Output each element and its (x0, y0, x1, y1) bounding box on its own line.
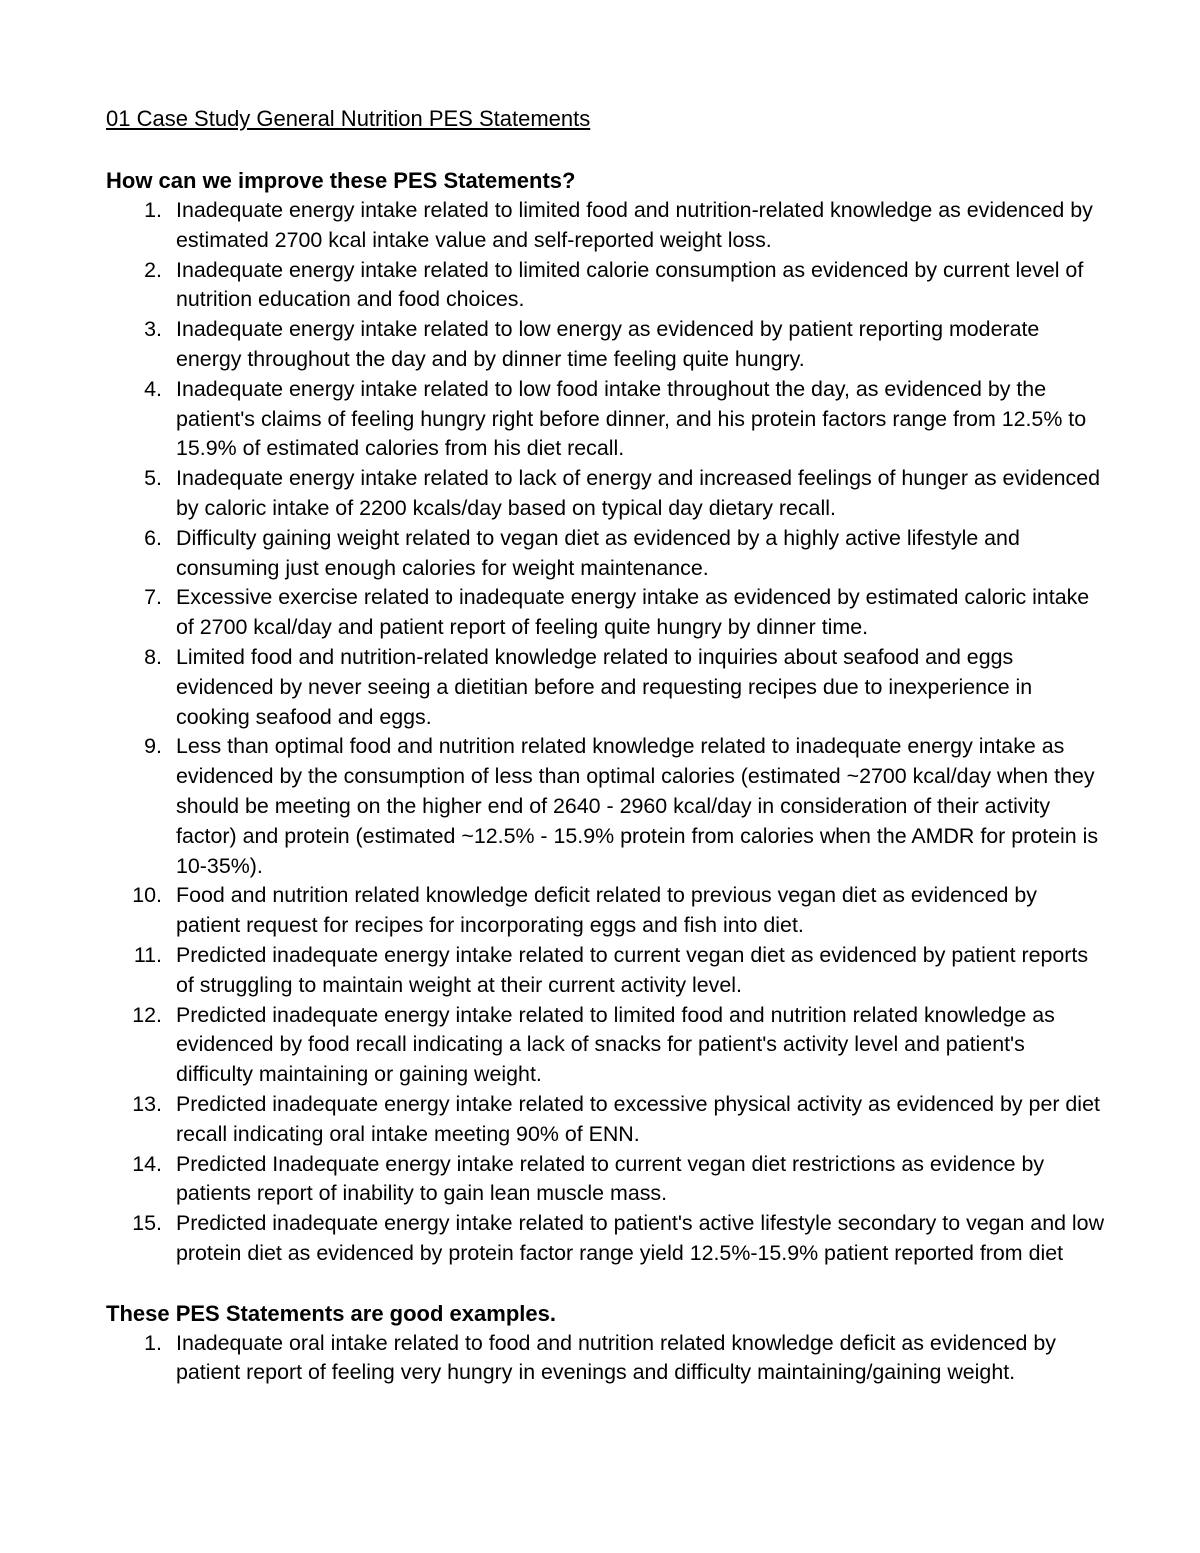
list-item-text: Difficulty gaining weight related to vegan diet as evidenced by a highly active lifestyle and consuming just enough calories for weight maintenance. (176, 525, 1020, 580)
list-item-text: Inadequate energy intake related to low energy as evidenced by patient reporting moderate energy throughout the day and by dinner time feeling quite hungry. (176, 317, 1040, 371)
list-item (106, 881, 1106, 941)
list-item-text: Predicted Inadequate energy intake related to current vegan diet restrictions as evidence by patients report of inability to gain lean muscle mass. (176, 1151, 1045, 1206)
list-item-number: 13 . (106, 1090, 162, 1120)
list-item-text: Predicted inadequate energy intake related to patient's active lifestyle secondary to vegan and low protein diet as evidenced by protein factor range yield 12.5%-15.9% patient reported from diet (176, 1211, 1105, 1265)
list-item-number: 1 . (106, 196, 162, 226)
list-item-text: Food and nutrition related knowledge deficit related to previous vegan diet as evidenced by patient request for recipes for incorporating eggs and fish into diet. (176, 883, 1037, 938)
list-item (106, 375, 1106, 464)
list-item-number: 15 . (106, 1209, 162, 1239)
document-page (106, 104, 1106, 1388)
list-item-text: Predicted inadequate energy intake related to limited food and nutrition related knowledge as evidenced by food recall indicating a lack of snacks for patient's activity level and patient's difficulty maintaining or gaining weight. (176, 1002, 1055, 1087)
list-item (106, 256, 1106, 316)
list-item-number: 6 . (106, 524, 162, 554)
list-item-text: Limited food and nutrition-related knowledge related to inquiries about seafood and eggs evidenced by never seeing a dietitian before and requesting recipes due to inexperience in cooking seafood and eggs. (176, 644, 1033, 729)
list-item-text: Inadequate energy intake related to limited calorie consumption as evidenced by current level of nutrition education and food choices. (176, 257, 1084, 312)
list-item (106, 941, 1106, 1001)
list-item-text: Excessive exercise related to inadequate energy intake as evidenced by estimated caloric intake of 2700 kcal/day and patient report of feeling quite hungry by dinner time. (176, 585, 1090, 640)
list-item (106, 1209, 1106, 1269)
list-item-text: Inadequate energy intake related to lack of energy and increased feelings of hunger as evidenced by caloric intake of 2200 kcals/day based on typical day dietary recall. (176, 466, 1100, 520)
list-item (106, 1150, 1106, 1210)
list-item-number: 9 . (106, 732, 162, 762)
list-item (106, 1090, 1106, 1150)
good-pes-list (106, 1329, 1106, 1389)
list-item-number: 2 . (106, 256, 162, 286)
list-item (106, 643, 1106, 732)
list-item (106, 1001, 1106, 1090)
document-title: 01 Case Study General Nutrition PES Statements (106, 106, 591, 131)
list-item (106, 315, 1106, 375)
list-item-text: Less than optimal food and nutrition related knowledge related to inadequate energy intake as evidenced by the consumption of less than optimal calories (estimated ~2700 kcal/day when they should be meeting on the higher end of 2640 - 2960 kcal/day in consideration of their activity factor) and protein (estimated ~12.5% - 15.9% protein from calories when the AMDR for protein is 10-35%). (176, 734, 1099, 878)
list-item-number: 5 . (106, 464, 162, 494)
list-item-text: Inadequate energy intake related to low food intake throughout the day, as evidenced by the patient's claims of feeling hungry right before dinner, and his protein factors range from 12.5% to 15.9% of estimated calories from his diet recall. (176, 376, 1087, 461)
list-item-number: 14 . (106, 1150, 162, 1180)
list-item-text: Predicted inadequate energy intake related to excessive physical activity as evidenced by per diet recall indicating oral intake meeting 90% of ENN. (176, 1091, 1100, 1146)
list-item-number: 1 . (106, 1329, 162, 1359)
list-item-text: Inadequate oral intake related to food and nutrition related knowledge deficit as evidenced by patient report of feeling very hungry in evenings and difficulty maintaining/gaining weight. (176, 1330, 1056, 1385)
list-item-text: Inadequate energy intake related to limited food and nutrition-related knowledge as evidenced by estimated 2700 kcal intake value and self-reported weight loss. (176, 198, 1093, 252)
list-item (106, 196, 1106, 256)
list-item-number: 8 . (106, 643, 162, 673)
list-item-number: 4 . (106, 375, 162, 405)
improve-section-heading: How can we improve these PES Statements? (106, 168, 576, 193)
list-item (106, 464, 1106, 524)
list-item-number: 7 . (106, 583, 162, 613)
list-item-text: Predicted inadequate energy intake related to current vegan diet as evidenced by patient reports of struggling to maintain weight at their current activity level. (176, 942, 1089, 997)
list-item-number: 12 . (106, 1001, 162, 1031)
improve-pes-list (106, 196, 1106, 1269)
good-section-heading: These PES Statements are good examples. (106, 1300, 556, 1326)
list-item (106, 583, 1106, 643)
list-item (106, 524, 1106, 584)
list-item-number: 3 . (106, 315, 162, 345)
list-item-number: 10 . (106, 881, 162, 911)
list-item-number: 11 . (106, 941, 162, 971)
list-item (106, 1329, 1106, 1389)
list-item (106, 732, 1106, 881)
